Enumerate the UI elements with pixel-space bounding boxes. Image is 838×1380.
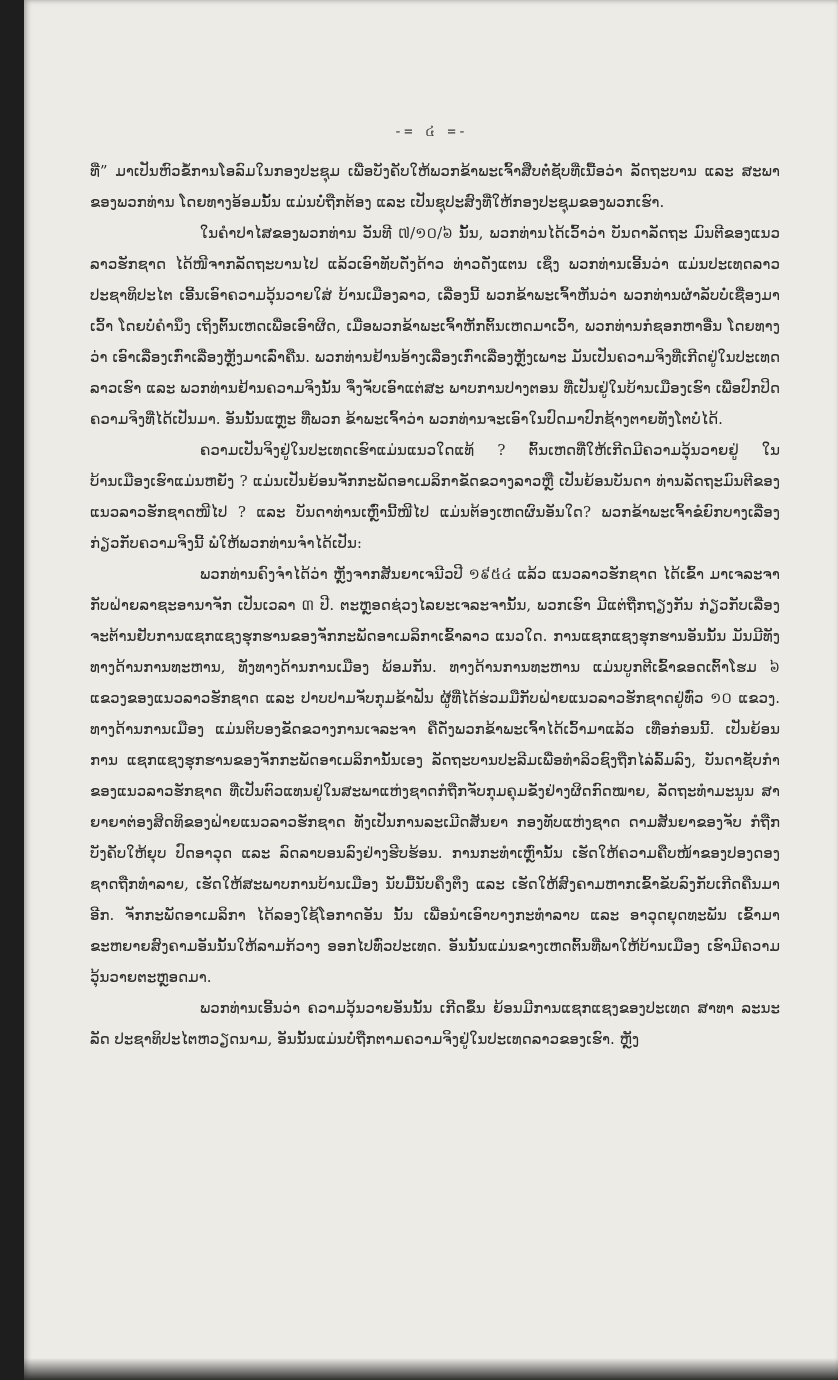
paragraph-2: ໃນຄຳປາໄສຂອງພວກທ່ານ ວັນທີ ៧/១០/៦ ນັ້ນ, ພວກທ່ານໄດ້ເວົ້າວ່າ ບັນດາລັດຖະ ມົນຕີຂອງແນວລາວຮັກຊາດ ໄດ້ໜີຈາກລັດຖະບານໄປ ແລ້ວເອົາທັບດັ່ງດ້າວ ທ່າວດັ່ງແຕນ ເຊິ່ງ ພວກທ່ານເອີ້ນວ່າ ແມ່ນປະເທດລາວ ປະຊາທິປະໄຕ ເອີ້ນເອົາຄວາມວຸ້ນວາຍໃສ່ ບ້ານເມືອງລາວ, ເລື່ອງນີ້ ພວກຂ້າພະເຈົ້າຫັນວ່າ ພວກທ່ານຜໍາລັບບໍ່ເຊື່ອງມາເວົ້າ ໂດຍບໍ່ຄຳນຶງ ເຖິງຕົ້ນເຫດເພື່ອເອົາຜິດ, ເມື່ອພວກຂ້າພະເຈົ້າຫັກຕົ້ນເຫດມາເວົ້າ, ພວກທ່ານກໍຊອກຫາອື່ນ ໂດຍທາງວ່າ ເອົາເລື່ອງເກົ່າເລື່ອງຫຼັງມາເລົ່າຄືນ. ພວກທ່ານຢ້ານອ້າງເລື່ອງເກົ່າເລື່ອງຫຼັງເພາະ ມັນເປັນຄວາມຈິງທີ່ເກີດຢູ່ໃນປະເທດລາວເຮົາ ແລະ ພວກທ່ານຢ້ານຄວາມຈິງນັ້ນ ຈຶ່ງຈັບເອົາແຕ່ສະ ພາບການປາງຕອນ ທີ່ເປັນຢູ່ໃນບ້ານເມືອງເຮົາ ເພື່ອປົກປິດຄວາມຈິງທີ່ໄດ້ເປັນມາ. ອັນນັ້ນແຫຼະ ທີ່ພວກ ຂ້າພະເຈົ້າວ່າ ພວກທ່ານຈະເອົາໃນປົດມາປົກຊ້າງຕາຍທັງໂຕບໍ່ໄດ້. bbox=[90, 224, 780, 428]
paragraph-5: ພວກທ່ານເອີ້ນວ່າ ຄວາມວຸ້ນວາຍອັນນັ້ນ ເກີດຂຶ້ນ ຍ້ອນມີການແຊກແຊງຂອງປະເທດ ສາທາ ລະນະລັດ ປະຊາທິປະໄຕຫວຽດນາມ, ອັນນັ້ນແມ່ນບໍ່ຖືກຕາມຄວາມຈິງຢູ່ໃນປະເທດລາວຂອງເຮົາ. ຫຼັງ bbox=[90, 999, 780, 1048]
document-page bbox=[24, 0, 838, 1380]
document-body bbox=[90, 156, 780, 1055]
paragraph-4: ພວກທ່ານຄົງຈຳໄດ້ວ່າ ຫຼັງຈາກສັນຍາເຈນີວປີ ១៩៥៤ ແລ້ວ ແນວລາວຮັກຊາດ ໄດ້ເຂົ້າ ມາເຈລະຈາ ກັບຝ່າຍລາຊະອານາຈັກ ເປັນເວລາ ៣ ປີ. ຕະຫຼອດຊ່ວງໄລຍະເຈລະຈານັ້ນ, ພວກເຮົາ ມີແຕ່ຖືກຖຽງກັນ ກ່ຽວກັບເລື່ອງ ຈະຕ້ານຢັບການແຊກແຊງຮຸກຮານຂອງຈັກກະພັດອາເມລິກາເຂົ້າລາວ ແນວໃດ. ການແຊກແຊງຮຸກຮານອັນນັ້ນ ມັນມີທັງທາງດ້ານການທະຫານ, ທັງທາງດ້ານການເມືອງ ພ້ອມກັນ. ທາງດ້ານການທະຫານ ແມ່ນບູກຕີເຂົ້າຂອດເຕົ້າໂຮມ ៦ ແຂວງຂອງແນວລາວຮັກຊາດ ແລະ ປາບປາມຈັບກຸມຂ້າຟັນ ຜູ້ທີ່ໄດ້ຮ່ວມມືກັບຝ່າຍແນວລາວຮັກຊາດຢູ່ທົ່ວ ១០ ແຂວງ. ທາງດ້ານການເມືອງ ແມ່ນຕິບອງຂັດຂວາງການເຈລະຈາ ຄືດັ່ງພວກຂ້າພະເຈົ້າໄດ້ເວົ້າມາແລ້ວ ເທື່ອກ່ອນນີ້. ເປັນຍ້ອນການ ແຊກແຊງຮຸກຮານຂອງຈັກກະພັດອາເມລິການັ້ນເອງ ລັດຖະບານປະລີມເພື່ອທຳລິວຊົງຖືກໄລ່ລົ້ມລົງ, ບັນດາຊັບກຳຂອງແນວລາວຮັກຊາດ ທີ່ເປັນຕົວແທນຢູ່ໃນສະພາແຫ່ງຊາດກໍຖືກຈັບກຸມຄຸມຂັງຢ່າງຜິດກົດໝາຍ, ລັດຖະທຳມະນູນ ສາຍາຍາຕ່ອງສິດທິຂອງຝ່າຍແນວລາວຮັກຊາດ ທັງເປັນການລະເມີດສັນຍາ ກອງທັບແຫ່ງຊາດ ດາມສັນຍາຂອງຈັບ ກໍຖືກບັງຄັບໃຫ້ຍຸບ ປົດອາວຸດ ແລະ ລົດລາບອນລົງຢ່າງຮີບຮ້ອນ. ການກະທຳເຫຼົ່ານັ້ນ ເຮັດໃຫ້ຄວາມຄືບໜ້າຂອງປອງດອງຊາດຖືກທຳລາຍ, ເຮັດໃຫ້ສະພາບການບ້ານເມືອງ ນັບມື້ນັບຄຶງຕຶງ ແລະ ເຮັດໃຫ້ສົງຄາມຫາກເຂົ້າຂັບລົງກັບເກີດຄືນມາອີກ. ຈັກກະພັດອາເມລິກາ ໄດ້ລອງໃຊ້ໂອກາດອັນ ນັ້ນ ເພື່ອນຳເອົາບາງກະທຳລາບ ແລະ ອາວຸດຍຸດທະພັນ ເຂົ້າມາຂະຫຍາຍສົງຄາມອັນນັ້ນໃຫ້ລາມກ້ວາງ ອອກໄປທົ່ວປະເທດ. ອັນນັ້ນແມ່ນຂາງເຫດຕົ້ນທີ່ພາໃຫ້ບ້ານເມືອງ ເຮົາມີຄວາມວຸ້ນວາຍຕະຫຼອດມາ. bbox=[90, 565, 780, 986]
scan-left-edge bbox=[0, 0, 24, 1380]
page-number: -= ៤ =- bbox=[393, 124, 469, 140]
paragraph-3: ຄວາມເປັນຈິງຢູ່ໃນປະເທດເຮົາແມ່ນແນວໃດແທ້ ? ຕົ້ນເຫດທີ່ໃຫ້ເກີດມີຄວາມວຸ້ນວາຍຢູ່ ໃນບ້ານເມືອງເຮົາແມ່ນຫຍັງ ? ແມ່ນເປັນຍ້ອນຈັກກະພັດອາເມລິກາຂັດຂວາງລາວຫຼື ເປັນຍ້ອນບັນດາ ທ່ານລັດຖະມົນຕີຂອງແນວລາວຮັກຊາດໜີໄປ ? ແລະ ບັນດາທ່ານເຫຼົ່ານີ້ໜີໄປ ແມ່ນຕ້ອງເຫດຜົນອັນໃດ? ພວກຂ້າພະເຈົ້າຂໍຍົກບາງເລື່ອງ ກ່ຽວກັບຄວາມຈິງນີ້ ພໍໃຫ້ພວກທ່ານຈຳໄດ້ເປັນ: bbox=[90, 441, 780, 552]
paragraph-1: ທີ່” ມາເປັນຫົວຂໍ້ການໂອລົມໃນກອງປະຊຸມ ເພື່ອບັງຄັບໃຫ້ພວກຂ້າພະເຈົ້າສືບຕໍ່ຊັບທີ່ເນື້ອວ່າ ລັດຖະບານ ແລະ ສະພາຂອງພວກທ່ານ ໂດຍທາງອ້ອມນັ້ນ ແມ່ນບໍ່ຖືກຕ້ອງ ແລະ ເປັນຊຸປະສົງທີ່ໃຫ້ກອງປະຊຸມຂອງພວກເຮົາ. bbox=[90, 162, 780, 211]
scan-bottom-shadow bbox=[0, 1358, 838, 1380]
